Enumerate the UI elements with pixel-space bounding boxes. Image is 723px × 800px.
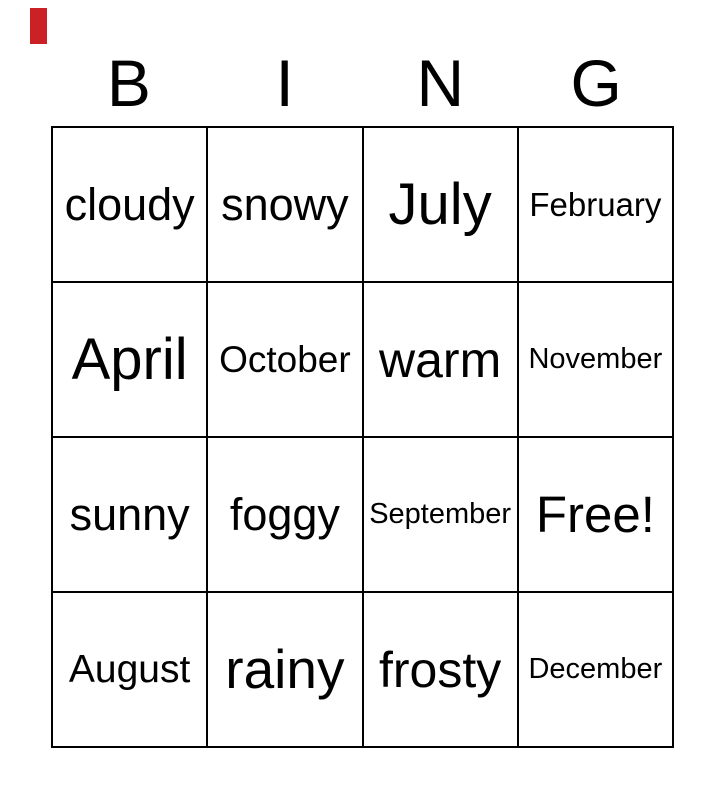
cell-text: snowy <box>221 179 349 230</box>
bingo-grid <box>51 126 674 748</box>
cell-text: February <box>529 186 662 223</box>
cell-text: December <box>528 653 663 685</box>
cell-text: October <box>219 339 351 380</box>
grid-cell[interactable] <box>364 128 517 281</box>
header-letter-i: I <box>275 46 294 120</box>
grid-cell[interactable] <box>208 128 361 281</box>
cell-text: July <box>388 171 492 237</box>
grid-cell[interactable] <box>53 128 206 281</box>
grid-cell[interactable] <box>519 283 672 436</box>
header-letter-g: G <box>570 46 622 120</box>
grid-cell[interactable] <box>53 438 206 591</box>
cell-text: November <box>528 343 663 375</box>
grid-cell[interactable] <box>208 283 361 436</box>
bingo-header <box>51 48 674 118</box>
cell-text: sunny <box>69 489 190 540</box>
grid-cell[interactable] <box>364 283 517 436</box>
grid-cell[interactable] <box>364 438 517 591</box>
grid-cell[interactable] <box>519 593 672 746</box>
cell-text: cloudy <box>64 179 195 230</box>
grid-cell[interactable] <box>519 128 672 281</box>
grid-cell[interactable] <box>208 438 361 591</box>
header-letter-b: B <box>106 46 151 120</box>
grid-cell[interactable] <box>208 593 361 746</box>
red-marker <box>30 8 47 44</box>
cell-text: September <box>369 498 512 530</box>
header-letter-n: N <box>416 46 465 120</box>
cell-text: frosty <box>379 641 502 698</box>
grid-cell[interactable] <box>519 438 672 591</box>
cell-text: Free! <box>535 486 655 543</box>
grid-cell[interactable] <box>53 283 206 436</box>
cell-text: rainy <box>225 638 345 700</box>
grid-cell[interactable] <box>53 593 206 746</box>
cell-text: August <box>68 648 191 691</box>
cell-text: foggy <box>229 489 340 540</box>
cell-text: warm <box>379 331 502 388</box>
cell-text: April <box>71 326 188 392</box>
grid-cell[interactable] <box>364 593 517 746</box>
